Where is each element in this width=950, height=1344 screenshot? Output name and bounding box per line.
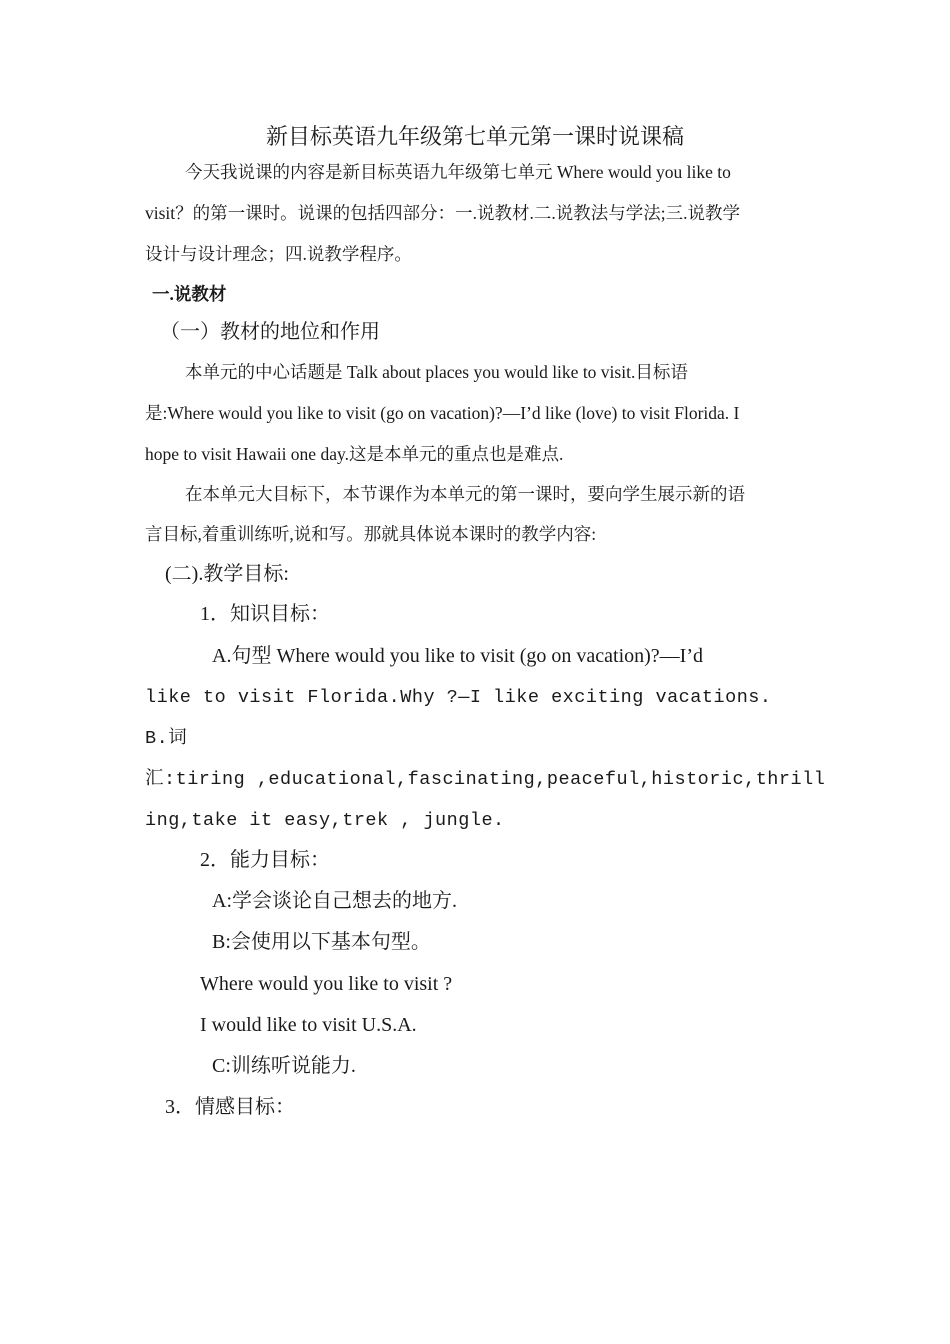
section-heading: 一.说教材 [152, 284, 227, 304]
subsection-heading: （一）教材的地位和作用 [160, 321, 380, 343]
list-item: C:训练听说能力. [212, 1055, 356, 1077]
paragraph-line: 在本单元大目标下，本节课作为本单元的第一课时，要向学生展示新的语 [185, 484, 745, 504]
list-item: B.词 [145, 728, 188, 749]
list-item: ing,take it easy,trek , jungle. [145, 810, 505, 831]
paragraph-line: 是:Where would you like to visit (go on vacation)?—I’d like (love) to visit Florida. I [145, 403, 740, 423]
list-heading: 1．知识目标： [200, 603, 330, 625]
paragraph-line: 设计与设计理念；四.说教学程序。 [145, 244, 412, 264]
list-heading: 3．情感目标： [165, 1096, 295, 1118]
list-item: like to visit Florida.Why ?—I like exciting vacations. [145, 687, 772, 708]
list-item: 汇:tiring ,educational,fascinating,peaceful,historic,thrill [145, 769, 826, 790]
list-heading: 2．能力目标： [200, 849, 330, 871]
list-item: A.句型 Where would you like to visit (go on vacation)?—I’d [212, 645, 703, 667]
paragraph-line: 言目标,着重训练听,说和写。那就具体说本课时的教学内容: [145, 524, 597, 544]
subsection-heading: (二).教学目标: [165, 563, 289, 585]
document-title: 新目标英语九年级第七单元第一课时说课稿 [265, 124, 684, 149]
example-sentence: Where would you like to visit ? [200, 973, 453, 995]
list-item: B:会使用以下基本句型。 [212, 931, 431, 953]
paragraph-line: 今天我说课的内容是新目标英语九年级第七单元 Where would you like to [185, 162, 731, 182]
example-sentence: I would like to visit U.S.A. [200, 1014, 417, 1036]
paragraph-line: visit？的第一课时。说课的包括四部分：一.说教材.二.说教法与学法;三.说教学 [145, 203, 741, 223]
paragraph-line: hope to visit Hawaii one day.这是本单元的重点也是难点. [145, 444, 564, 464]
list-item: A:学会谈论自己想去的地方. [212, 890, 457, 912]
paragraph-line: 本单元的中心话题是 Talk about places you would like to visit.目标语 [185, 362, 688, 382]
